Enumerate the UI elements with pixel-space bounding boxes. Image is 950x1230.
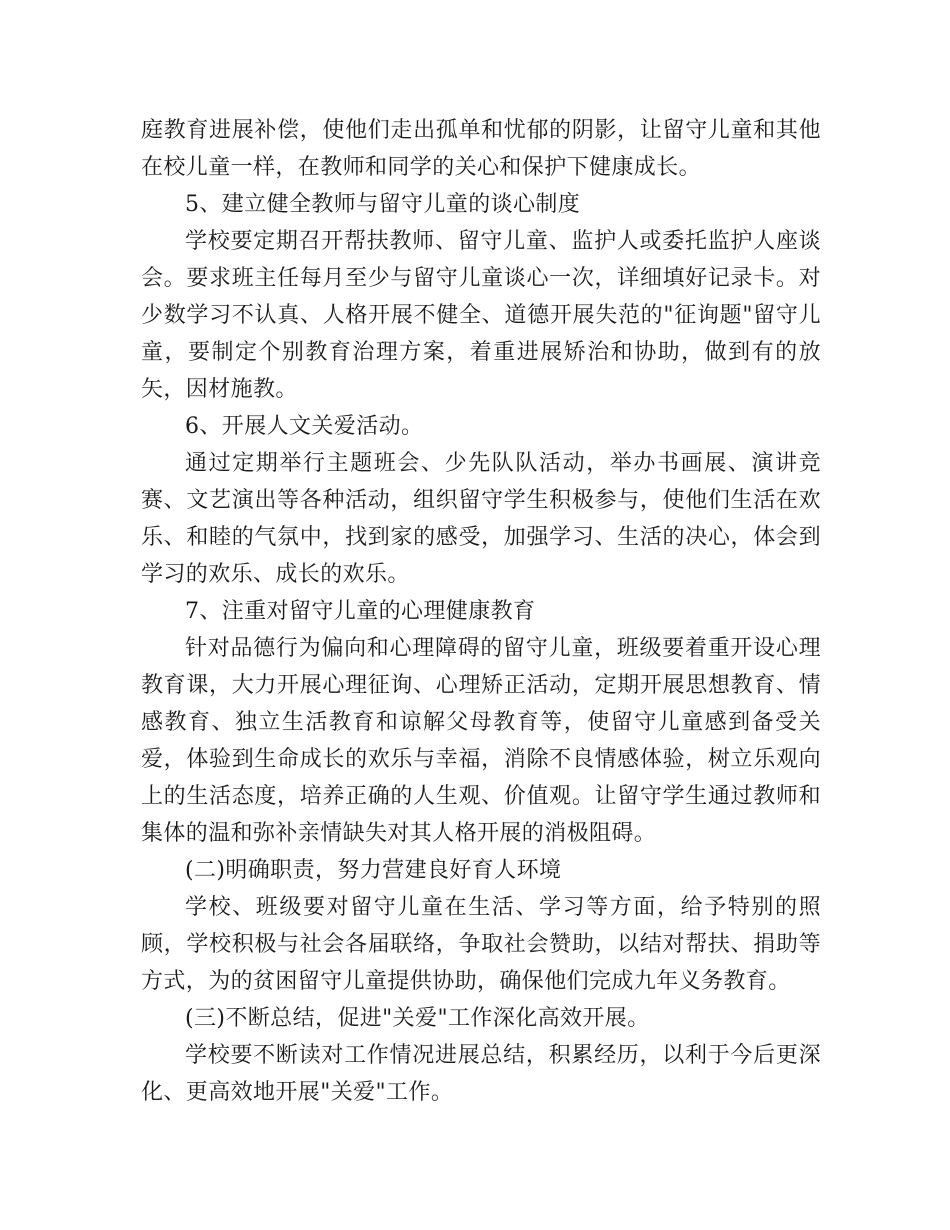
section-heading-5: 5、建立健全教师与留守儿童的谈心制度	[185, 192, 581, 217]
document-body	[141, 112, 821, 1111]
paragraph-3-body: 学校要不断读对工作情况进展总结，积累经历，以利于今后更深化、更高效地开展"关爱"工作。	[141, 1043, 821, 1105]
paragraph-5-body: 学校要定期召开帮扶教师、留守儿童、监护人或委托监护人座谈会。要求班主任每月至少与留守儿童谈心一次，详细填好记录卡。对少数学习不认真、人格开展不健全、道德开展失范的"征询题"留守儿童，要制定个别教育治理方案，着重进展矫治和协助，做到有的放矢，因材施教。	[141, 229, 821, 402]
paragraph-2-body: 学校、班级要对留守儿童在生活、学习等方面，给予特别的照顾，学校积极与社会各届联络，争取社会赞助，以结对帮扶、捐助等方式，为的贫困留守儿童提供协助，确保他们完成九年义务教育。	[141, 895, 821, 994]
section-heading-7: 7、注重对留守儿童的心理健康教育	[185, 599, 536, 624]
paragraph-6-body: 通过定期举行主题班会、少先队队活动，举办书画展、演讲竞赛、文艺演出等各种活动，组织留守学生积极参与，使他们生活在欢乐、和睦的气氛中，找到家的感受，加强学习、生活的决心，体会到学习的欢乐、成长的欢乐。	[141, 451, 821, 587]
paragraph-7-body: 针对品德行为偏向和心理障碍的留守儿童，班级要着重开设心理教育课，大力开展心理征询、心理矫正活动，定期开展思想教育、情感教育、独立生活教育和谅解父母教育等，使留守儿童感到备受关爱，体验到生命成长的欢乐与幸福，消除不良情感体验，树立乐观向上的生活态度，培养正确的人生观、价值观。让留守学生通过教师和集体的温和弥补亲情缺失对其人格开展的消极阻碍。	[141, 636, 821, 846]
paragraph-continuation: 庭教育进展补偿，使他们走出孤单和忧郁的阴影，让留守儿童和其他在校儿童一样，在教师和同学的关心和保护下健康成长。	[141, 118, 821, 180]
section-heading-2: (二)明确职责，努力营建良好育人环境	[185, 858, 562, 883]
section-heading-6: 6、开展人文关爱活动。	[185, 414, 424, 439]
section-heading-3: (三)不断总结，促进"关爱"工作深化高效开展。	[185, 1006, 650, 1031]
